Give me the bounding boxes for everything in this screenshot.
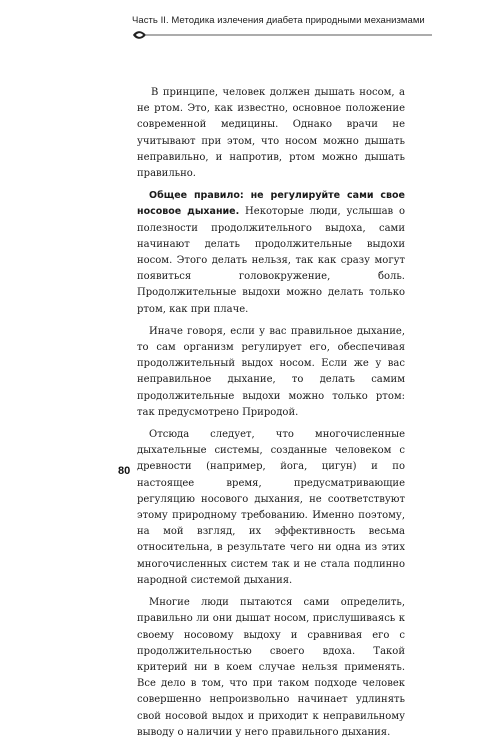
paragraph-3: Иначе говоря, если у вас правильное дыхание, то сам организм регулирует его, обеспечивая продолжительный выдох носом. Если же у вас неправильное дыхание, то делать самим продолжительные выдохи можно только ртом: так предусмотрено Природой. xyxy=(137,325,405,418)
running-head-title: Часть II. Методика излечения диабета природными механизмами xyxy=(132,15,425,26)
page-number: 80 xyxy=(118,465,131,477)
running-header xyxy=(132,12,432,42)
paragraph-2-rest: Некоторые люди, услышав о полезности продолжительного выдоха, сами начинают делать продолжительные выдохи носом. Этого делать нельзя, так как сразу могут появиться головокружение, боль. Продолжительные выдохи можно делать только ртом, как при плаче. xyxy=(137,206,405,315)
paragraph-2 xyxy=(137,188,405,318)
paragraph-1: В принципе, человек должен дышать носом, а не ртом. Это, как известно, основное положение современной медицины. Однако врачи не учитывают при этом, что носом можно дышать неправильно, и напротив, ртом можно дышать правильно. xyxy=(137,87,405,180)
main-text xyxy=(137,85,405,741)
header-ornament-icon xyxy=(132,29,432,41)
paragraph-5: Многие люди пытаются сами определить, правильно ли они дышат носом, прислушиваясь к своему носовому выдоху и сравнивая его с продолжительностью своего вдоха. Такой критерий ни в коем случае нельзя применять. Все дело в том, что при таком подходе человек совершенно непроизвольно начинает удлинять свой носовой выдох и приходит к неправильному выводу о наличии у него правильного дыхания. xyxy=(137,597,405,738)
paragraph-4: Отсюда следует, что многочисленные дыхательные системы, созданные человеком с древности (например, йога, цигун) и по настоящее время, предусматривающие регуляцию носового дыхания, не соответствуют этому природному требованию. Именно поэтому, на мой взгляд, их эффективность весьма относительна, в результате чего ни одна из этих многочисленных систем так и не стала подлинно народной системой дыхания. xyxy=(137,429,405,586)
general-rule-bold: Общее правило: не регулируйте сами свое носовое дыхание. xyxy=(137,190,405,218)
